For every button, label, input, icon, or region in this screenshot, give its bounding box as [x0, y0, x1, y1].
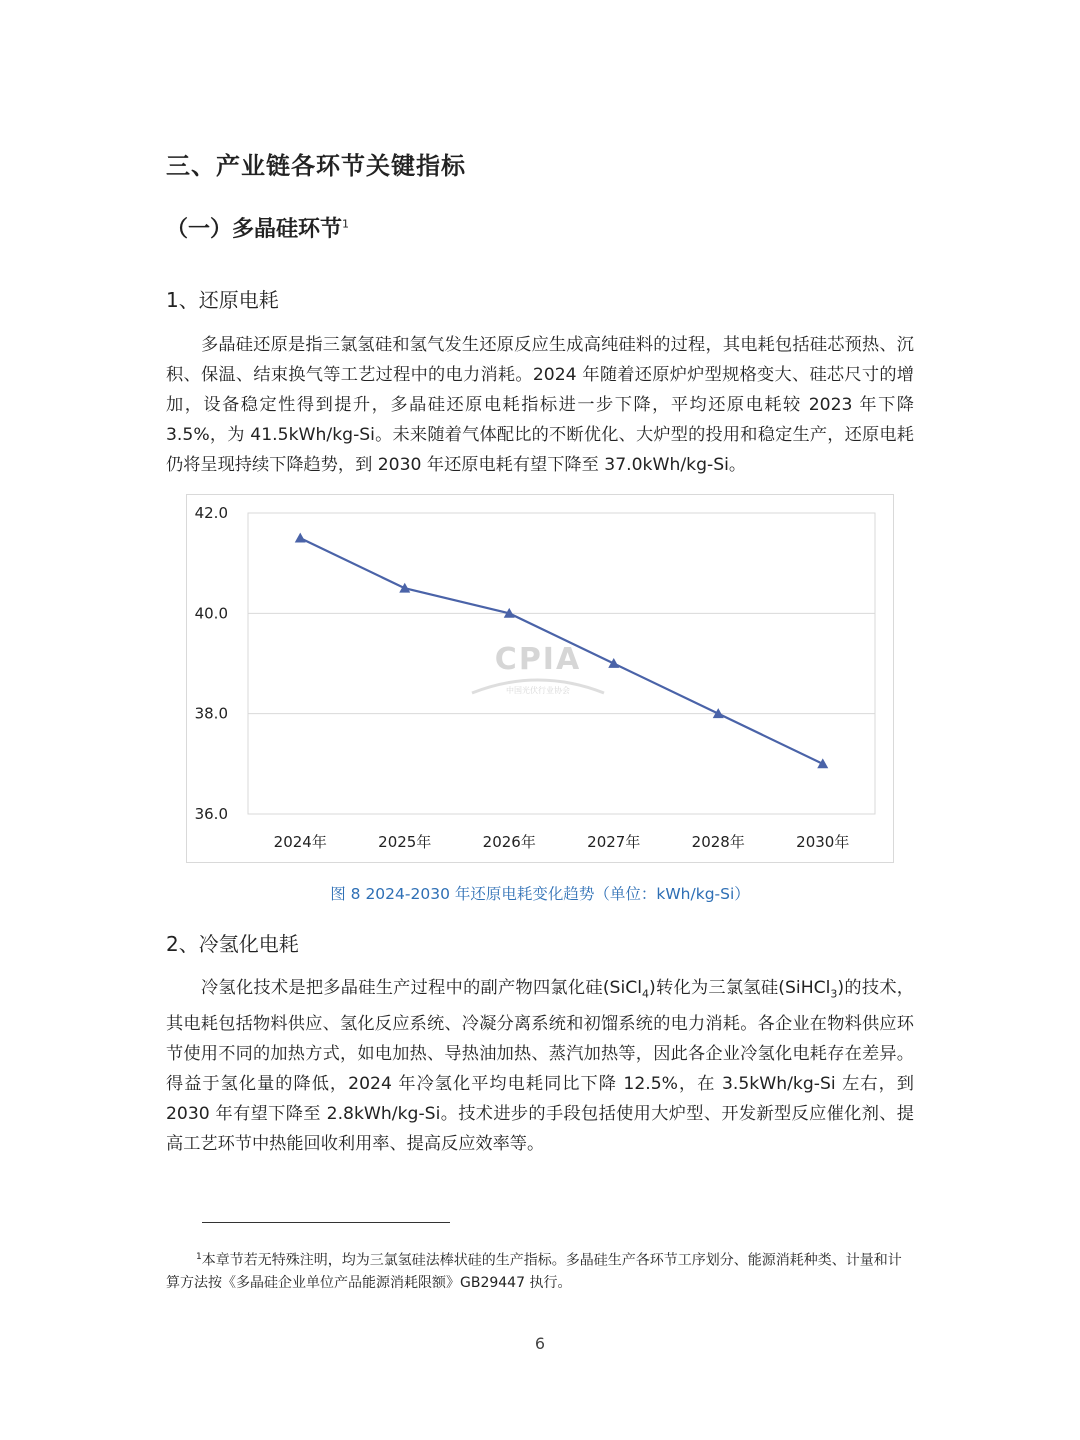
y-tick-label: 38.0	[194, 704, 228, 723]
data-point-marker	[817, 758, 828, 768]
data-point-marker	[608, 658, 619, 668]
item2-subscript-3: 3	[830, 987, 838, 1001]
data-point-marker	[399, 583, 410, 593]
line-chart	[186, 494, 894, 863]
y-tick-label: 36.0	[194, 805, 228, 823]
page-number: 6	[534, 1334, 546, 1353]
footnote-text: 本章节若无特殊注明，均为三氯氢硅法棒状硅的生产指标。多晶硅生产各环节工序划分、能源消耗种类、计量和计算方法按《多晶硅企业单位产品能源消耗限额》GB29447 执行。	[166, 1252, 902, 1291]
x-tick-label: 2025年	[378, 833, 432, 851]
item2-title: 2、冷氢化电耗	[166, 932, 299, 956]
y-tick-label: 42.0	[194, 504, 228, 522]
subsection-title-text: （一）多晶硅环节	[166, 217, 343, 242]
x-tick-label: 2028年	[691, 833, 745, 851]
item2-subscript-4: 4	[642, 987, 650, 1001]
section-title: 三、产业链各环节关键指标	[166, 152, 466, 180]
chart-canvas	[187, 495, 893, 862]
x-tick-label: 2030年	[796, 833, 850, 851]
x-tick-label: 2024年	[273, 833, 327, 851]
subsection-title	[166, 212, 349, 243]
item2-text-part1: 冷氢化技术是把多晶硅生产过程中的副产物四氯化硅(SiCl	[201, 978, 643, 998]
y-tick-label: 40.0	[194, 604, 228, 623]
footnote-mark: 1	[196, 1252, 202, 1262]
figure-caption: 图 8 2024-2030 年还原电耗变化趋势（单位：kWh/kg-Si）	[330, 885, 750, 903]
item2-text-part2: )转化为三氯氢硅(SiHCl	[649, 978, 831, 998]
item2-paragraph	[166, 973, 914, 1159]
footnote-divider	[202, 1222, 450, 1223]
x-tick-label: 2027年	[587, 833, 641, 851]
watermark-logo-text: CPIA	[494, 642, 582, 677]
item2-text-part3: )的技术，其电耗包括物料供应、氢化反应系统、冷凝分离系统和初馏系统的电力消耗。各企业在物料供应环节使用不同的加热方式，如电加热、导热油加热、蒸汽加热等，因此各企业冷氢化电耗存在差异。得益于氢化量的降低，2024 年冷氢化平均电耗同比下降 12.5%，在 3.5kWh/kg-Si 左右，到 2030 年有望下降至 2.8kWh/kg-Si。技术进步的手段包括使用大炉型、开发新型反应催化剂、提高工艺环节中热能回收利用率、提高反应效率等。	[166, 978, 914, 1155]
item1-paragraph: 多晶硅还原是指三氯氢硅和氢气发生还原反应生成高纯硅料的过程，其电耗包括硅芯预热、沉积、保温、结束换气等工艺过程中的电力消耗。2024 年随着还原炉炉型规格变大、硅芯尺寸的增加，设备稳定性得到提升，多晶硅还原电耗指标进一步下降，平均还原电耗较 2023 年下降 3.5%，为 41.5kWh/kg-Si。未来随着气体配比的不断优化、大炉型的投用和稳定生产，还原电耗仍将呈现持续下降趋势，到 2030 年还原电耗有望下降至 37.0kWh/kg-Si。	[166, 335, 914, 475]
x-tick-label: 2026年	[482, 833, 536, 851]
data-point-marker	[295, 533, 306, 543]
footnote-reference[interactable]: 1	[342, 217, 350, 231]
footnote	[166, 1246, 914, 1294]
data-point-marker	[713, 708, 724, 718]
watermark-subtitle: 中国光伏行业协会	[506, 686, 570, 695]
item1-title: 1、还原电耗	[166, 288, 279, 312]
